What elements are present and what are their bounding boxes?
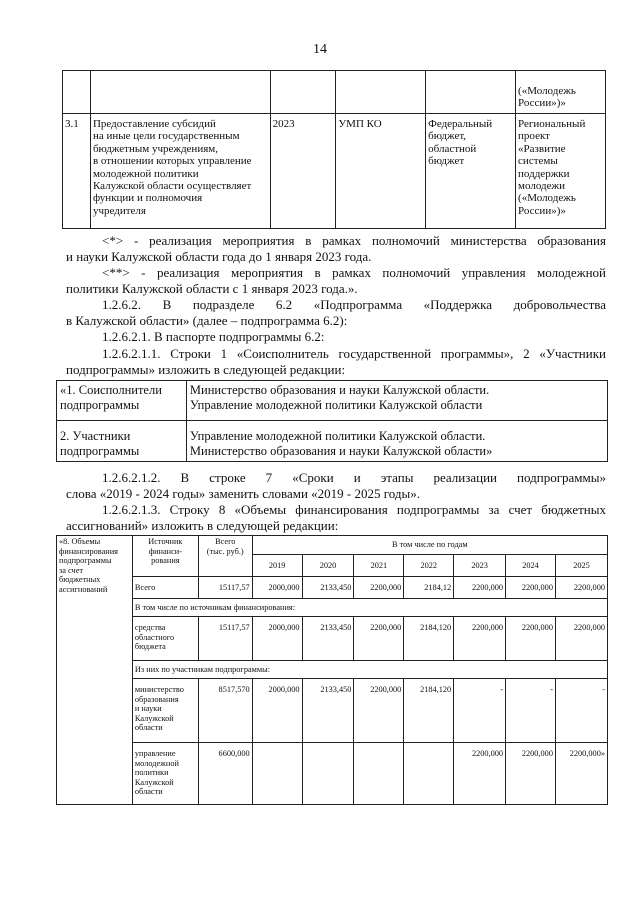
year-2022: 2022	[404, 555, 454, 577]
events-table	[62, 70, 606, 229]
row-label: министерство образования и науки Калужской области	[132, 679, 198, 743]
table-row	[57, 381, 608, 421]
table-row: управление молодежной политики Калужской области 6600,000 2200,000 2200,000 2200,000»	[57, 743, 608, 805]
year-2024: 2024	[506, 555, 556, 577]
financing-table	[56, 535, 608, 805]
participants-table	[56, 380, 608, 462]
header-row	[57, 536, 608, 555]
page-number: 14	[313, 42, 327, 57]
paragraph-1-2-6-2-1-1: 1.2.6.2.1.1. Строки 1 «Соисполнитель государственной программы», 2 «Участники подпрограммы» изложить в следующей редакции:	[66, 346, 606, 377]
section-row: В том числе по источникам финансирования:	[57, 599, 608, 617]
row-label: средства областного бюджета	[132, 617, 198, 661]
row-label: «1. Соисполнители подпрограммы	[57, 381, 187, 421]
year-2025: 2025	[555, 555, 607, 577]
year-2020: 2020	[302, 555, 354, 577]
section-row: Из них по участникам подпрограммы:	[57, 661, 608, 679]
total-row: Всего 15117,57 2000,000 2133,450 2200,000 2184,12 2200,000 2200,000 2200,000	[57, 577, 608, 599]
table-row	[57, 421, 608, 462]
row-executor: УМП КО	[336, 114, 426, 229]
year-2023: 2023	[454, 555, 506, 577]
row-label: 2. Участники подпрограммы	[57, 421, 187, 462]
financing-title: «8. Объемы финансирования подпрограммы за счет бюджетных ассигнований	[57, 536, 133, 805]
row-project: Региональный проект «Развитие системы поддержки молодежи («Молодежь России»)»	[516, 114, 606, 229]
footnote-2: <**> - реализация мероприятия в рамках полномочий управления молодежной политики Калужской области с 1 января 2023 года.».	[66, 265, 606, 296]
paragraph-1-2-6-2-1-2: 1.2.6.2.1.2. В строке 7 «Сроки и этапы реализации подпрограммы» слова «2019 - 2024 годы» заменить словами «2019 - 2025 годы».	[66, 470, 606, 501]
table-row: средства областного бюджета 15117,57 2000,000 2133,450 2200,000 2184,120 2200,000 2200,000 2200,000	[57, 617, 608, 661]
project-cell: («Молодежь России»)»	[516, 71, 606, 114]
row-number: 3.1	[63, 114, 91, 229]
row-value: Министерство образования и науки Калужской области. Управление молодежной политики Калужской области	[186, 381, 607, 421]
footnote-1: <*> - реализация мероприятия в рамках полномочий министерства образования и науки Калужской области года до 1 января 2023 года.	[66, 233, 606, 264]
year-2019: 2019	[252, 555, 302, 577]
row-source: Федеральный бюджет, областной бюджет	[426, 114, 516, 229]
row-description: Предоставление субсидий на иные цели государственным бюджетным учреждениям, в отношении которых управление молодежной политики Калужской области осуществляет функции и полномочия учредителя	[90, 114, 270, 229]
header-source: Источник финанси- рования	[132, 536, 198, 577]
row-value: Управление молодежной политики Калужской области. Министерство образования и науки Калужской области»	[186, 421, 607, 462]
table-row	[63, 114, 606, 229]
paragraph-1-2-6-2-1: 1.2.6.2.1. В паспорте подпрограммы 6.2:	[102, 329, 325, 344]
year-2021: 2021	[354, 555, 404, 577]
table-row	[63, 71, 606, 114]
header-years-group: В том числе по годам	[252, 536, 607, 555]
header-total: Всего (тыс. руб.)	[198, 536, 252, 577]
row-label: управление молодежной политики Калужской области	[132, 743, 198, 805]
table-row: министерство образования и науки Калужской области 8517,570 2000,000 2133,450 2200,000 2184,120 - - -	[57, 679, 608, 743]
row-year: 2023	[270, 114, 336, 229]
paragraph-1-2-6-2-1-3: 1.2.6.2.1.3. Строку 8 «Объемы финансирования подпрограммы за счет бюджетных ассигнований» изложить в следующей редакции:	[66, 502, 606, 533]
paragraph-1-2-6-2: 1.2.6.2. В подразделе 6.2 «Подпрограмма «Поддержка добровольчества в Калужской области» (далее – подпрограмма 6.2):	[66, 297, 606, 328]
